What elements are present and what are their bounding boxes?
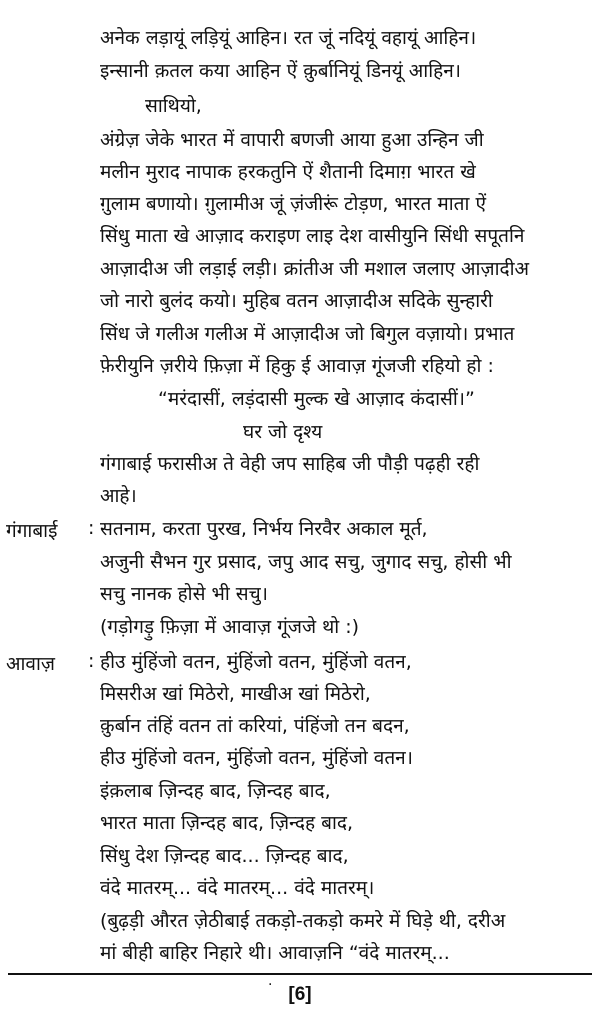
text-line: फ़ेरीयुनि ज़रीये फ़िज़ा में हिकु ई आवाज़ गूंजजी रहियो हो : [100, 355, 494, 377]
dialogue-line: अजुनी सैभन गुर प्रसाद, जपु आद सचु, जुगाद सचु, होसी भी [100, 551, 512, 573]
footer-rule [8, 973, 592, 975]
dialogue-line: सतनाम, करता पुरख, निर्भय निरवैर अकाल मूर्त, [100, 518, 428, 540]
text-line: सिंध जे गलीअ गलीअ में आज़ादीअ जो बिगुल वज़ायो। प्रभात [100, 323, 515, 345]
speaker-colon: : [88, 517, 95, 539]
stage-direction: गंगाबाई फरासीअ ते वेही जप साहिब जी पौड़ी पढ़ही रही [100, 453, 480, 475]
text-line: जो नारो बुलंद कयो। मुहिब वतन आज़ादीअ सदिके सुन्हारी [100, 290, 493, 312]
text-line: आज़ादीअ जी लड़ाई लड़ी। क्रांतीअ जी मशाल जलाए आज़ादीअ [100, 258, 530, 280]
speaker-name: गंगाबाई [6, 520, 58, 542]
scene-heading: घर जो दृश्य [243, 421, 323, 443]
quote: “मरंदासीं, लड़ंदासी मुल्क खे आज़ाद कंदासीं।” [158, 388, 475, 410]
dialogue-line: मिसरीअ खां मिठेरो, माखीअ खां मिठेरो, [100, 683, 371, 705]
stage-direction: (बुढ़ड़ी औरत ज़ेठीबाई तकड़ो-तकड़ो कमरे में घिड़े थी, दरीअ [100, 910, 506, 932]
text-line: अनेक लड़ायूं लड़ियूं आहिन। रत जूं नदियूं वहायूं आहिन। [100, 27, 477, 49]
text-line: ग़ुलाम बणायो। ग़ुलामीअ जूं ज़ंजीरूं टोड़ण, भारत माता ऐं [100, 193, 486, 215]
dialogue-line: क़ुर्बान तंहिं वतन तां करियां, पंहिंजो तन बदन, [100, 715, 410, 737]
dialogue-line: वंदे मातरम्... वंदे मातरम्... वंदे मातरम्। [100, 877, 375, 899]
text-line: इन्सानी क़तल कया आहिन ऐं क़ुर्बानियूं डिनयूं आहिन। [100, 60, 461, 82]
text-line: मलीन मुराद नापाक हरकतुनि ऐं शैतानी दिमाग़ भारत खे [100, 161, 476, 183]
speaker-name: आवाज़ [6, 653, 56, 675]
footer-dot: · [268, 977, 273, 993]
stage-direction: आहे। [100, 485, 137, 507]
dialogue-line: हीउ मुंहिंजो वतन, मुंहिंजो वतन, मुंहिंजो वतन, [100, 651, 412, 673]
dialogue-line: सिंधु देश ज़िन्दह बाद... ज़िन्दह बाद, [100, 845, 349, 867]
dialogue-line: इंक़लाब ज़िन्दह बाद, ज़िन्दह बाद, [100, 780, 331, 802]
dialogue-line: सचु नानक होसे भी सचु। [100, 583, 268, 605]
stage-direction: मां बीही बाहिर निहारे थी। आवाज़नि “वंदे मातरम्... [100, 942, 450, 964]
text-line: सिंधु माता खे आज़ाद कराइण लाइ देश वासीयुनि सिंधी सपूतनि [100, 225, 525, 247]
dialogue-line: हीउ मुंहिंजो वतन, मुंहिंजो वतन, मुंहिंजो वतन। [100, 747, 413, 769]
text-line: अंग्रेज़ जेके भारत में वापारी बणजी आया हुआ उन्हिन जी [100, 129, 484, 151]
stage-direction: (गड़ोगड़ु फ़िज़ा में आवाज़ गूंजजे थो :) [100, 616, 360, 638]
page-number: [6] [288, 984, 312, 1005]
salutation: साथियो, [145, 95, 202, 117]
dialogue-line: भारत माता ज़िन्दह बाद, ज़िन्दह बाद, [100, 812, 354, 834]
speaker-colon: : [88, 650, 95, 672]
